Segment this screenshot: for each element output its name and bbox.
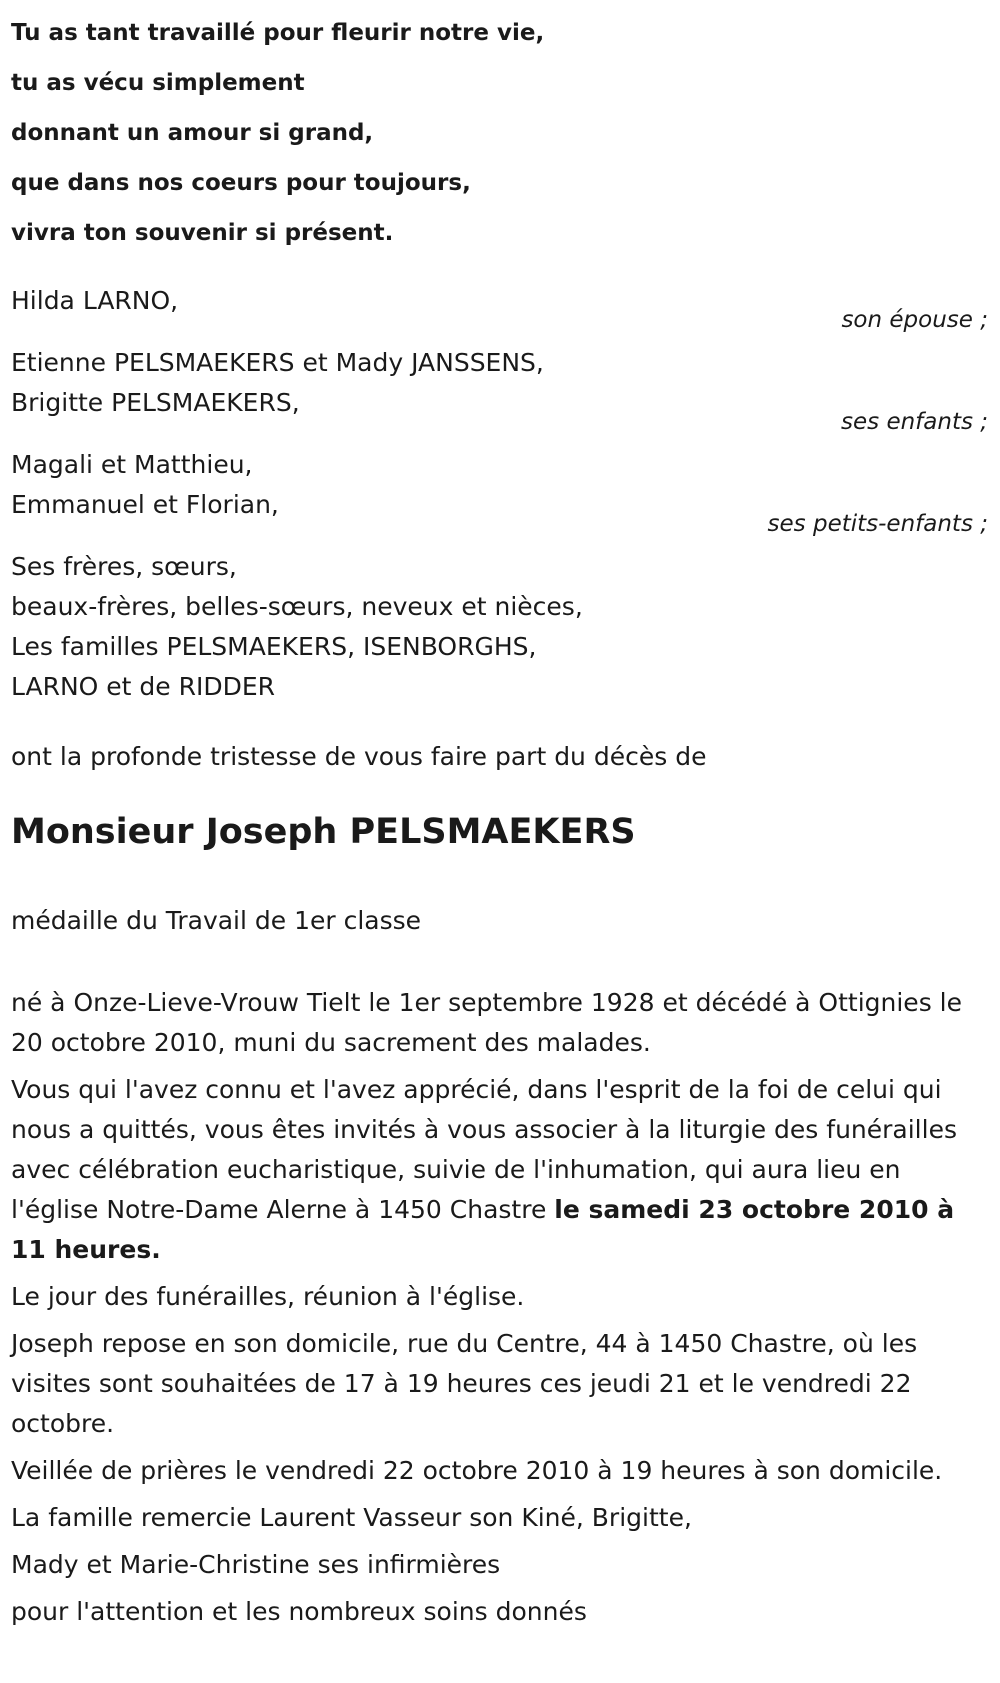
family-group-others — [11, 547, 991, 707]
thanks-line: Mady et Marie-Christine ses infirmières — [11, 1550, 501, 1579]
thanks-line: pour l'attention et les nombreux soins donnés — [11, 1597, 587, 1626]
poem-line: Tu as tant travaillé pour fleurir notre vie, — [11, 20, 545, 46]
deceased-name: Monsieur Joseph PELSMAEKERS — [11, 812, 636, 852]
family-name: beaux-frères, belles-sœurs, neveux et nièces, — [11, 592, 583, 621]
announcement: ont la profonde tristesse de vous faire part du décès de — [11, 742, 707, 771]
family-role: ses petits-enfants ; — [767, 511, 988, 537]
poem-line: que dans nos coeurs pour toujours, — [11, 170, 471, 196]
funeral-paragraph — [11, 1070, 991, 1270]
family-name: Brigitte PELSMAEKERS, — [11, 388, 300, 417]
poem-line: tu as vécu simplement — [11, 70, 305, 96]
visits-paragraph: Joseph repose en son domicile, rue du Centre, 44 à 1450 Chastre, où les visites sont souhaitées de 17 à 19 heures ces jeudi 21 et le vendredi 22 octobre. — [11, 1329, 918, 1438]
thanks-line: La famille remercie Laurent Vasseur son Kiné, Brigitte, — [11, 1503, 692, 1532]
family-group-grandchildren — [11, 445, 991, 539]
family-name: Emmanuel et Florian, — [11, 490, 279, 519]
meeting-paragraph: Le jour des funérailles, réunion à l'église. — [11, 1282, 525, 1311]
poem-line: vivra ton souvenir si présent. — [11, 220, 394, 246]
family-name: Magali et Matthieu, — [11, 450, 253, 479]
distinction: médaille du Travail de 1er classe — [11, 906, 422, 935]
funeral-date: le samedi 23 octobre 2010 à 11 heures. — [11, 1195, 955, 1264]
vigil-paragraph: Veillée de prières le vendredi 22 octobre 2010 à 19 heures à son domicile. — [11, 1456, 943, 1485]
birth-death-paragraph: né à Onze-Lieve-Vrouw Tielt le 1er septembre 1928 et décédé à Ottignies le 20 octobre 2010, muni du sacrement des malades. — [11, 988, 962, 1057]
poem-line: donnant un amour si grand, — [11, 120, 374, 146]
family-list — [11, 281, 991, 707]
obituary-page — [11, 0, 991, 1632]
family-name: LARNO et de RIDDER — [11, 672, 276, 701]
family-name: Les familles PELSMAEKERS, ISENBORGHS, — [11, 632, 537, 661]
family-group-spouse — [11, 281, 991, 335]
family-role: ses enfants ; — [841, 409, 988, 435]
poem — [11, 8, 991, 258]
family-name: Etienne PELSMAEKERS et Mady JANSSENS, — [11, 348, 544, 377]
family-group-children — [11, 343, 991, 437]
family-role: son épouse ; — [841, 307, 988, 333]
funeral-text: Vous qui l'avez connu et l'avez apprécié, dans l'esprit de la foi de celui qui nous a quittés, vous êtes invités à vous associer à la liturgie des funérailles avec célébration eucharistique, suivie de l'inhumation, qui aura lieu en l'église Notre-Dame Alerne à 1450 Chastre — [11, 1075, 957, 1224]
family-name: Hilda LARNO, — [11, 286, 179, 315]
family-name: Ses frères, sœurs, — [11, 552, 237, 581]
